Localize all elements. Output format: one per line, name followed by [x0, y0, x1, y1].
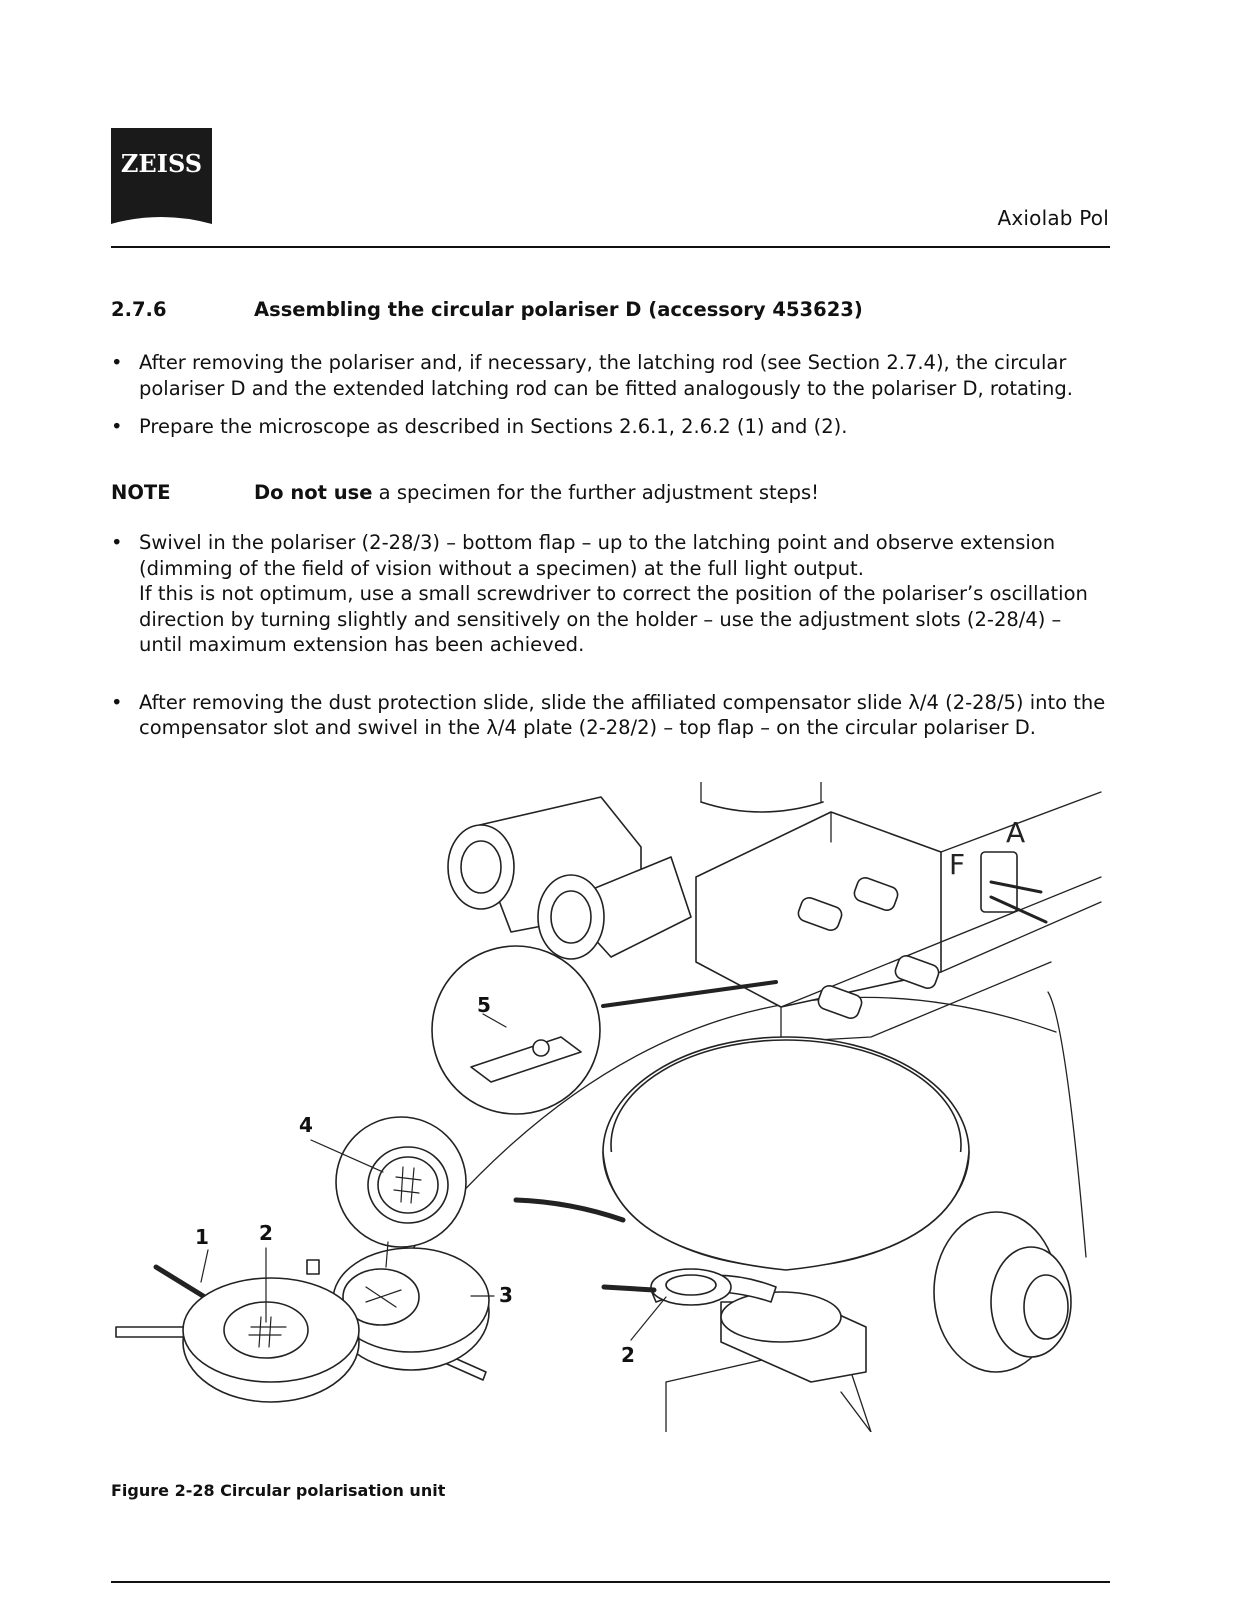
list-item: • After removing the dust protection slide, slide the affiliated compensator slide λ/4 (2-28/5) into the compensator slot and swivel in the λ/4 plate (2-28/2) – top flap – on the circular polariser D.: [111, 690, 1110, 741]
list-item: • Swivel in the polariser (2-28/3) – bottom flap – up to the latching point and observe extension (dimming of the field of vision without a specimen) at the full light output. If this is not optimum, use a small screwdriver to correct the position of the polariser’s oscillation direction by turning slightly and sensitively on the holder – use the adjustment slots (2-28/4) – until maximum extension has been achieved.: [111, 530, 1110, 658]
callout-2b: 2: [621, 1343, 635, 1367]
logo-text: ZEISS: [120, 149, 203, 178]
section-title: Assembling the circular polariser D (accessory 453623): [254, 298, 863, 321]
note-emphasis: Do not use: [254, 481, 373, 504]
bullet-list-b: [111, 530, 1110, 741]
callout-2: 2: [259, 1221, 273, 1245]
callout-4: 4: [299, 1113, 313, 1137]
note-label: NOTE: [111, 481, 171, 504]
panel-letter-a: A: [1006, 816, 1026, 849]
bullet-text-continued: If this is not optimum, use a small screwdriver to correct the position of the polariser’s oscillation direction by turning slightly and sensitively on the holder – use the adjustment slots (2-28/4) – until maximum extension has been achieved.: [139, 582, 1088, 656]
header-rule: [111, 246, 1110, 248]
panel-letter-f: F: [949, 848, 966, 881]
callout-3: 3: [499, 1283, 513, 1307]
figure-caption: Figure 2-28 Circular polarisation unit: [111, 1481, 446, 1500]
bullet-text: After removing the dust protection slide, slide the affiliated compensator slide λ/4 (2-28/5) into the compensator slot and swivel in the λ/4 plate (2-28/2) – top flap – on the circular polariser D.: [139, 690, 1106, 739]
zeiss-logo: [111, 128, 212, 228]
list-item: • Prepare the microscope as described in Sections 2.6.1, 2.6.2 (1) and (2).: [111, 415, 848, 438]
bullet-text: Swivel in the polariser (2-28/3) – bottom flap – up to the latching point and observe extension (dimming of the field of vision without a specimen) at the full light output.: [139, 531, 1056, 580]
bullet-text: After removing the polariser and, if necessary, the latching rod (see Section 2.7.4), the circular polariser D and the extended latching rod can be fitted analogously to the polariser D, rotating.: [139, 351, 1073, 400]
note-text: a specimen for the further adjustment steps!: [372, 481, 819, 504]
callout-1: 1: [195, 1225, 209, 1249]
section-number: 2.7.6: [111, 298, 167, 321]
bullet-list-a: [111, 350, 1110, 440]
product-name: Axiolab Pol: [997, 206, 1109, 230]
callout-5: 5: [477, 993, 491, 1017]
footer-rule: [111, 1581, 1110, 1583]
list-item: • After removing the polariser and, if necessary, the latching rod (see Section 2.7.4), the circular polariser D and the extended latching rod can be fitted analogously to the polariser D, rotating.: [111, 351, 1073, 400]
figure-illustration: [111, 782, 1110, 1432]
bullet-text: Prepare the microscope as described in Sections 2.6.1, 2.6.2 (1) and (2).: [139, 415, 848, 438]
